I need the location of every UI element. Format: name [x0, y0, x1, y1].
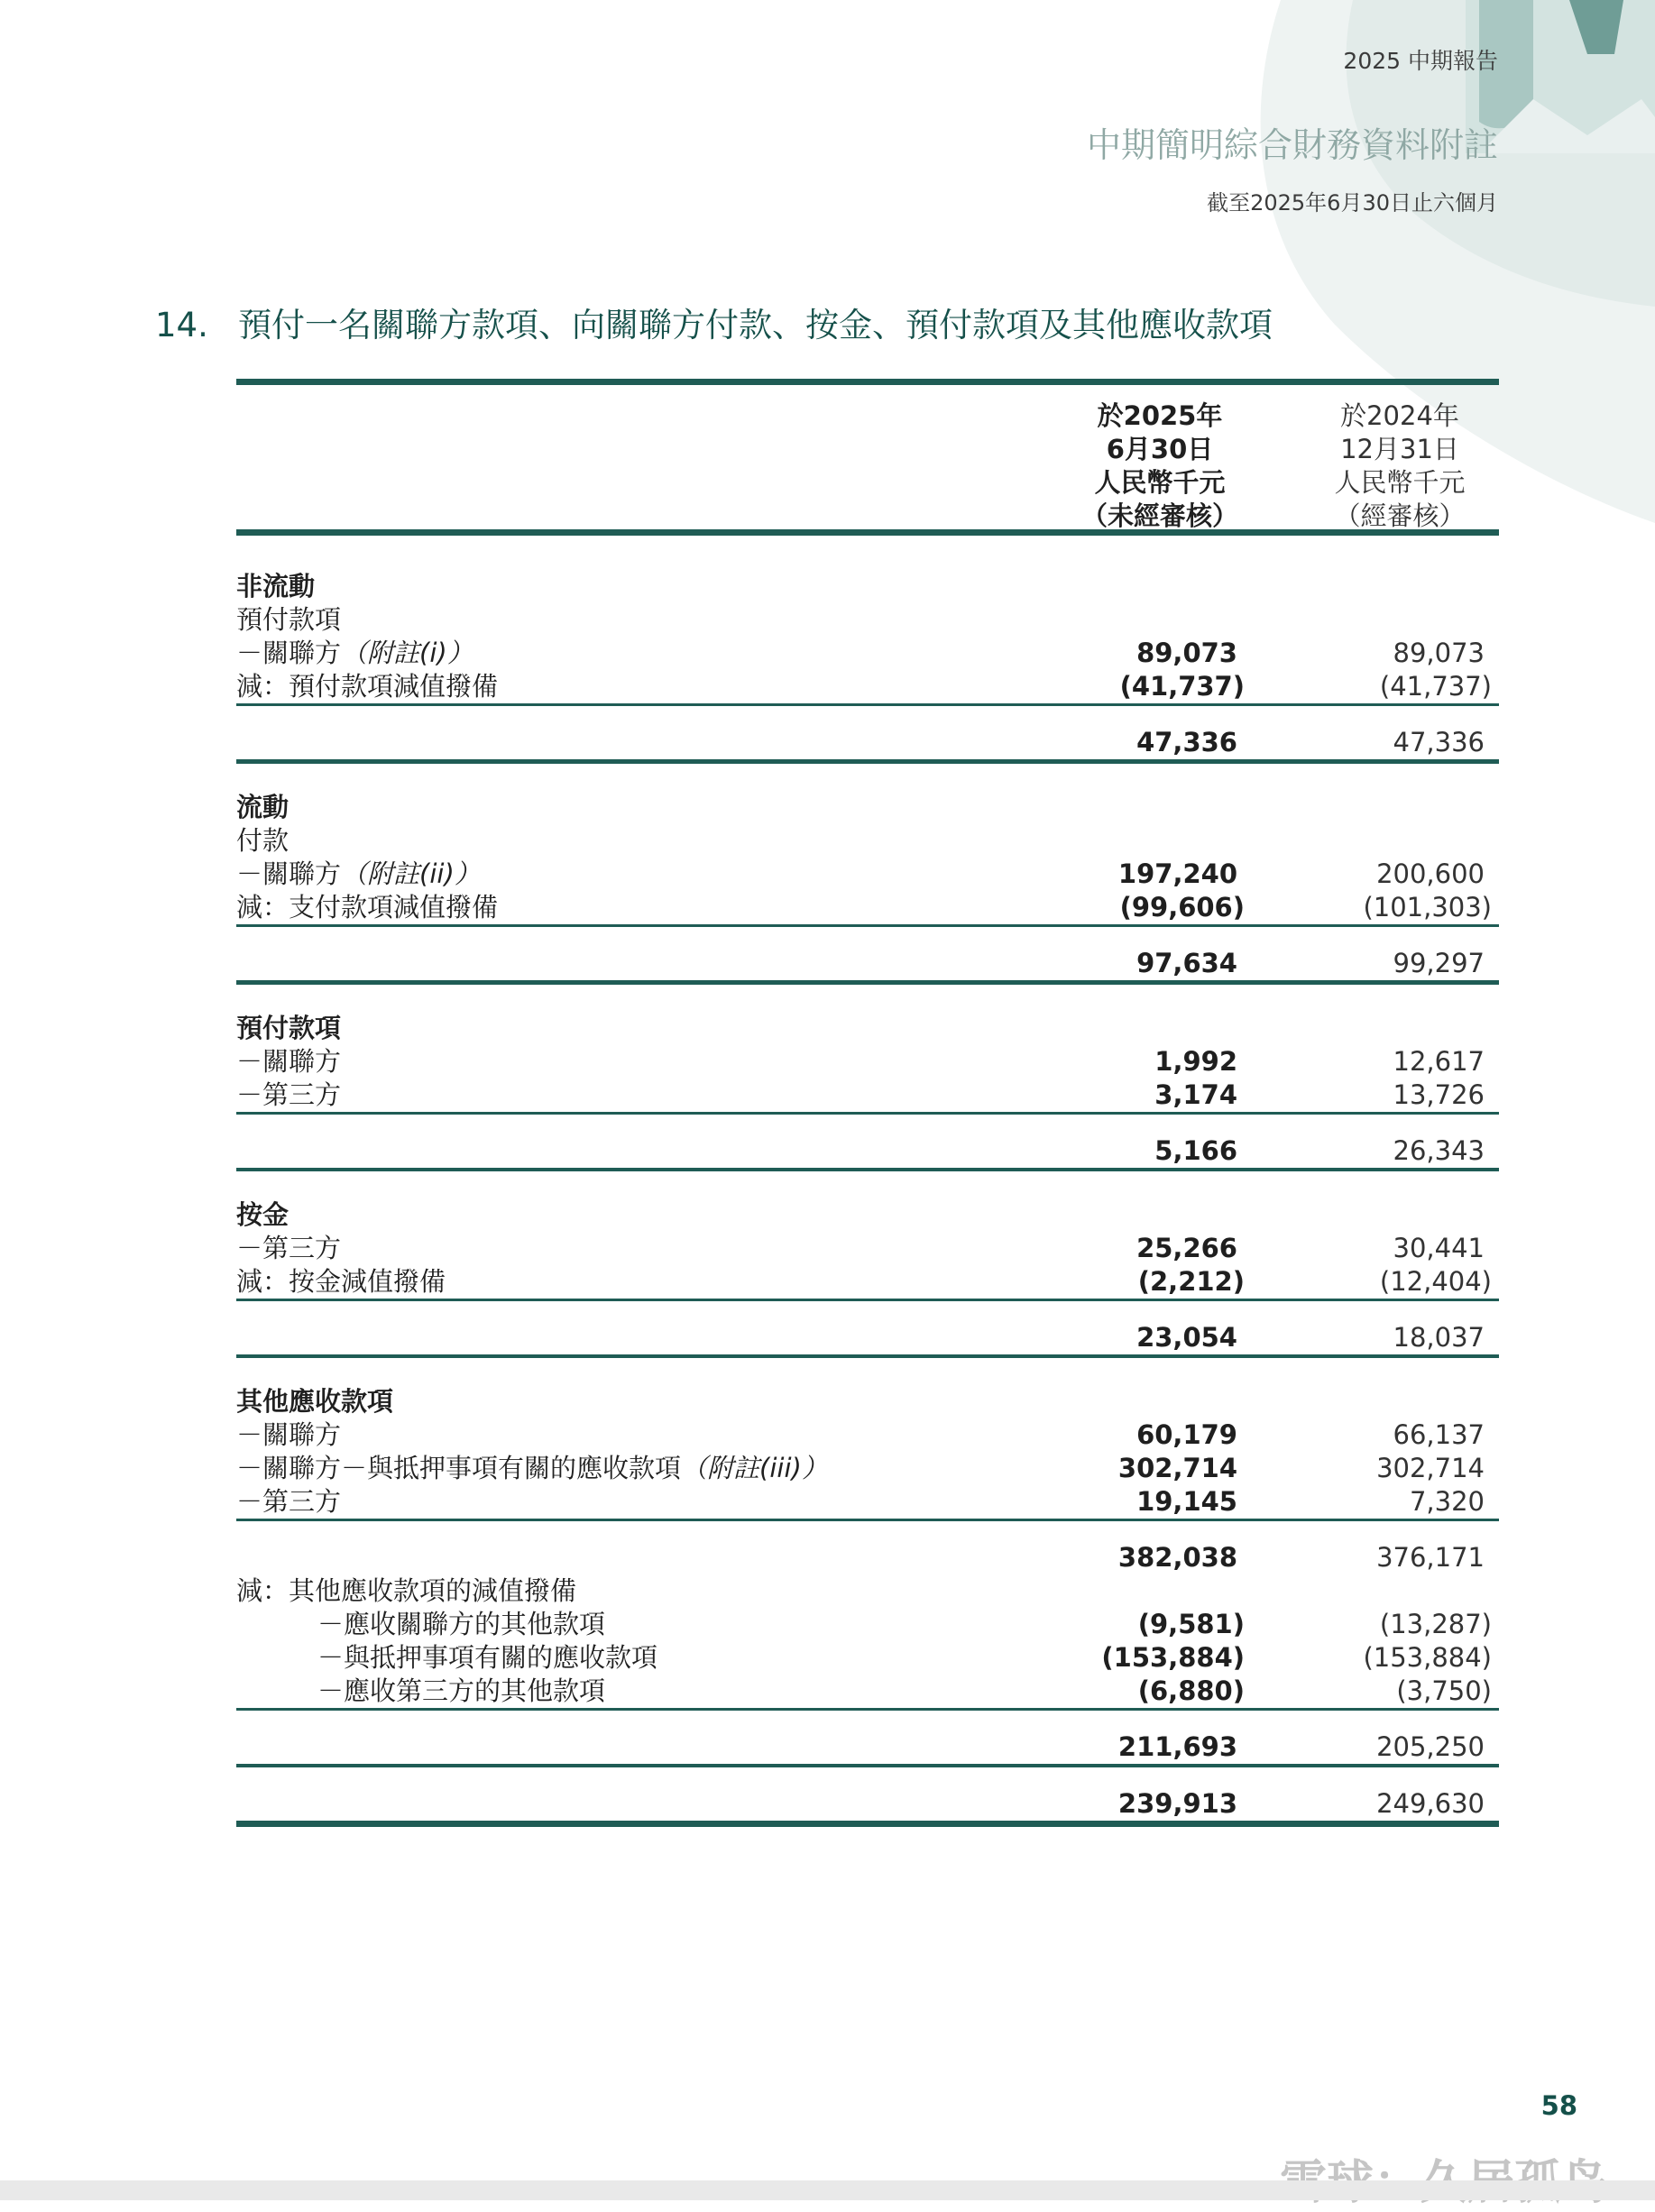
row-label: －與抵押事項有關的應收款項 [317, 1642, 658, 1673]
value-prior: 200,600 [1376, 858, 1485, 889]
value-prior: (13,287) [1379, 1609, 1492, 1639]
value-prior: 7,320 [1409, 1486, 1485, 1517]
table-row [236, 1418, 1499, 1452]
value-current: 302,714 [1117, 1453, 1237, 1483]
row-label: －第三方 [236, 1486, 342, 1517]
row-label: 減：支付款項減值撥備 [236, 892, 499, 922]
subtotal-row [236, 1730, 1499, 1764]
row-label: －關聯方 [236, 1419, 342, 1450]
col-prior-line1: 於2024年 [1340, 400, 1459, 431]
row-label: 按金 [236, 1199, 290, 1230]
value-current: 211,693 [1117, 1731, 1237, 1762]
value-prior: (12,404) [1379, 1266, 1492, 1297]
notes-title: 中期簡明綜合財務資料附註 [1086, 125, 1498, 165]
value-current: (41,737) [1119, 671, 1245, 702]
subtotal-row [236, 947, 1499, 980]
section-heading [236, 791, 1499, 824]
row-label: 減：其他應收款項的減值撥備 [236, 1575, 577, 1606]
column-header-prior [1310, 399, 1490, 533]
subtotal-row [236, 1541, 1499, 1574]
col-current-line2: 6月30日 [1106, 434, 1214, 464]
section-heading [236, 1012, 1499, 1045]
value-prior: 12,617 [1393, 1046, 1485, 1077]
section-title-text: 預付一名關聯方款項、向關聯方付款、按金、預付款項及其他應收款項 [238, 306, 1273, 344]
subsection-heading [236, 603, 1499, 637]
row-label: 流動 [236, 792, 290, 822]
table-row [236, 1675, 1499, 1708]
row-label: －應收第三方的其他款項 [317, 1675, 606, 1706]
row-label: 預付款項 [236, 604, 342, 635]
value-prior: (101,303) [1363, 892, 1492, 922]
period-label: 截至2025年6月30日止六個月 [1207, 190, 1498, 216]
value-prior: (153,884) [1363, 1642, 1492, 1673]
value-prior: 47,336 [1393, 727, 1485, 757]
row-label: －關聯方－與抵押事項有關的應收款項（附註(iii)） [236, 1453, 828, 1483]
value-current: (2,212) [1137, 1266, 1245, 1297]
report-name: 2025 中期報告 [1343, 48, 1498, 74]
value-prior: 30,441 [1393, 1233, 1485, 1263]
table-row [236, 1265, 1499, 1299]
subtotal-row [236, 1321, 1499, 1354]
value-prior: (41,737) [1379, 671, 1492, 702]
value-current: 3,174 [1154, 1079, 1237, 1110]
row-label: 其他應收款項 [236, 1386, 394, 1417]
section-heading [236, 570, 1499, 603]
value-current: 97,634 [1136, 948, 1237, 978]
value-current: 60,179 [1136, 1419, 1237, 1450]
subtotal-row [236, 1134, 1499, 1168]
table-row [236, 1485, 1499, 1519]
table-row [236, 1452, 1499, 1485]
row-label: －關聯方（附註(i)） [236, 638, 474, 668]
col-current-line1: 於2025年 [1097, 400, 1223, 431]
value-prior: 302,714 [1376, 1453, 1485, 1483]
value-prior: 205,250 [1376, 1731, 1485, 1762]
col-prior-line3: 人民幣千元 [1334, 467, 1466, 498]
row-label: 付款 [236, 825, 290, 856]
table-row [236, 1574, 1499, 1608]
row-label: 預付款項 [236, 1013, 342, 1043]
value-prior: 66,137 [1393, 1419, 1485, 1450]
value-current: 382,038 [1117, 1542, 1237, 1573]
value-current: 19,145 [1136, 1486, 1237, 1517]
value-current: 5,166 [1154, 1135, 1237, 1166]
subtotal-row [236, 726, 1499, 759]
value-current: 89,073 [1136, 638, 1237, 668]
value-prior: 89,073 [1393, 638, 1485, 668]
value-current: (9,581) [1137, 1609, 1245, 1639]
row-label: －關聯方 [236, 1046, 342, 1077]
section-heading [236, 1385, 1499, 1418]
value-prior: 18,037 [1393, 1322, 1485, 1353]
value-prior: 249,630 [1376, 1788, 1485, 1819]
value-current: (153,884) [1101, 1642, 1245, 1673]
value-prior: 376,171 [1376, 1542, 1485, 1573]
table-row [236, 1078, 1499, 1112]
table-row [236, 637, 1499, 670]
table-row [236, 1641, 1499, 1675]
bottom-band [0, 2180, 1655, 2200]
value-current: (99,606) [1119, 892, 1245, 922]
value-current: 239,913 [1117, 1788, 1237, 1819]
table-row [236, 670, 1499, 703]
value-prior: 13,726 [1393, 1079, 1485, 1110]
value-prior: 26,343 [1393, 1135, 1485, 1166]
table-row [236, 1232, 1499, 1265]
page-number: 58 [1540, 2090, 1577, 2121]
col-prior-line4: （經審核） [1334, 500, 1466, 531]
value-prior: 99,297 [1393, 948, 1485, 978]
row-label: －應收關聯方的其他款項 [317, 1609, 606, 1639]
row-label: －第三方 [236, 1233, 342, 1263]
table-row [236, 858, 1499, 891]
section-number: 14. [155, 306, 208, 344]
col-prior-line2: 12月31日 [1340, 434, 1459, 464]
row-label: 減：預付款項減值撥備 [236, 671, 499, 702]
col-current-line4: （未經審核） [1080, 500, 1238, 531]
subsection-heading [236, 824, 1499, 858]
section-title [155, 298, 1273, 346]
table-row [236, 891, 1499, 924]
value-current: 197,240 [1117, 858, 1237, 889]
value-prior: (3,750) [1396, 1675, 1492, 1706]
row-label: －關聯方（附註(ii)） [236, 858, 481, 889]
grand-total-row [236, 1787, 1499, 1821]
value-current: 25,266 [1136, 1233, 1237, 1263]
row-label: 非流動 [236, 571, 316, 601]
value-current: 47,336 [1136, 727, 1237, 757]
section-heading [236, 1198, 1499, 1232]
table-top-rule [236, 379, 1499, 385]
table-bottom-rule [236, 1821, 1499, 1827]
value-current: 1,992 [1154, 1046, 1237, 1077]
column-header-row [236, 385, 1499, 529]
row-label: 減：按金減值撥備 [236, 1266, 446, 1297]
watermark [1280, 2144, 1608, 2212]
table-row [236, 1045, 1499, 1078]
row-label: －第三方 [236, 1079, 342, 1110]
value-current: 23,054 [1136, 1322, 1237, 1353]
financial-table [236, 379, 1499, 1827]
col-current-line3: 人民幣千元 [1094, 467, 1226, 498]
table-row [236, 1608, 1499, 1641]
column-header-current [1070, 399, 1250, 533]
value-current: (6,880) [1137, 1675, 1245, 1706]
